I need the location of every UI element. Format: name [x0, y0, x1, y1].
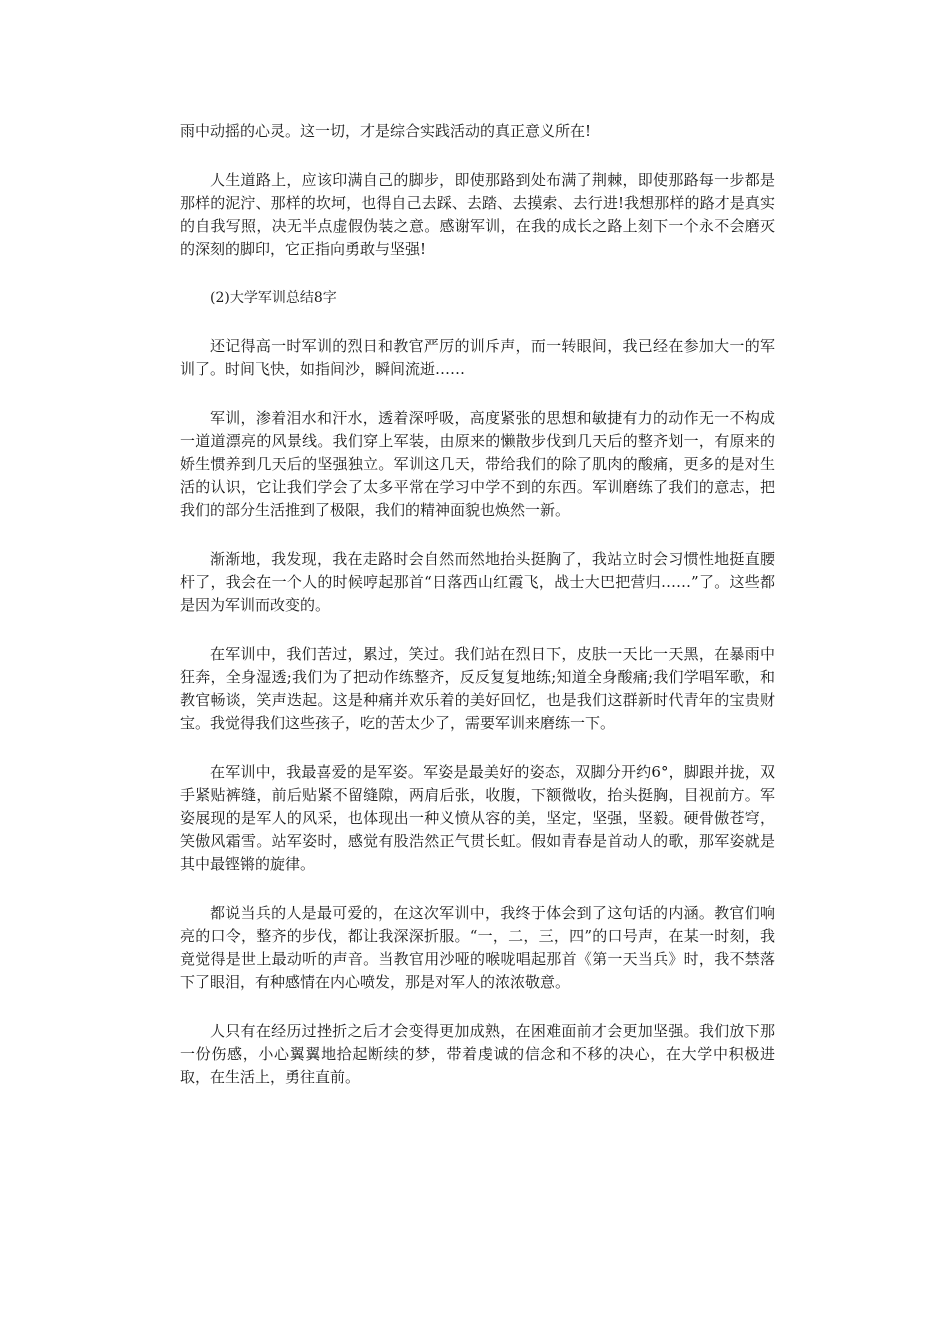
paragraph-posture: 在军训中，我最喜爱的是军姿。军姿是最美好的姿态，双脚分开约6°，脚跟并拢，双手紧贴裤缝，前后贴紧不留缝隙，两肩后张，收腹，下额微收，抬头挺胸，目视前方。军姿展现的是军人的风采，也体现出一种义愤从容的美，坚定，坚强，坚毅。硬骨傲苍穹，笑傲风霜雪。站军姿时，感觉有股浩然正气贯长虹。假如青春是首动人的歌，那军姿就是其中最铿锵的旋律。 [180, 763, 775, 873]
paragraph-soldiers: 都说当兵的人是最可爱的，在这次军训中，我终于体会到了这句话的内涵。教官们响亮的口令，整齐的步伐，都让我深深折服。“一，二，三，四”的口号声，在某一时刻，我竟觉得是世上最动听的声音。当教官用沙哑的喉咙唱起那首《第一天当兵》时，我不禁落下了眼泪，有种感情在内心喷发，那是对军人的浓浓敬意。 [180, 904, 775, 991]
paragraph-conclusion: 人只有在经历过挫折之后才会变得更加成熟，在困难面前才会更加坚强。我们放下那一份伤感，小心翼翼地拾起断续的梦，带着虔诚的信念和不移的决心，在大学中积极进取，在生活上，勇往直前。 [180, 1022, 775, 1086]
paragraph-life-road: 人生道路上，应该印满自己的脚步，即使那路到处布满了荆棘，即使那路每一步都是那样的泥泞、那样的坎坷，也得自己去踩、去踏、去摸索、去行进!我想那样的路才是真实的自我写照，决无半点虚假伪装之意。感谢军训，在我的成长之路上刻下一个永不会磨灭的深刻的脚印，它正指向勇敢与坚强! [180, 171, 775, 258]
section-heading: (2)大学军训总结8字 [210, 290, 337, 306]
paragraph-change: 渐渐地，我发现，我在走路时会自然而然地抬头挺胸了，我站立时会习惯性地挺直腰杆了，我会在一个人的时候哼起那首“日落西山红霞飞，战士大巴把营归……”了。这些都是因为军训而改变的。 [180, 550, 775, 614]
paragraph-gap [180, 381, 775, 407]
paragraph-gap [180, 735, 775, 761]
paragraph-hardship: 在军训中，我们苦过，累过，笑过。我们站在烈日下，皮肤一天比一天黑，在暴雨中狂奔，全身湿透;我们为了把动作练整齐，反反复复地练;知道全身酸痛;我们学唱军歌，和教官畅谈，笑声迭起。这是种痛并欢乐着的美好回忆，也是我们这群新时代青年的宝贵财宝。我觉得我们这些孩子，吃的苦太少了，需要军训来磨练一下。 [180, 645, 775, 732]
paragraph-gap [180, 261, 775, 287]
paragraph-continued: 雨中动摇的心灵。这一切，才是综合实践活动的真正意义所在! [180, 122, 592, 140]
paragraph-gap [180, 876, 775, 902]
document-body [180, 120, 775, 1089]
paragraph-gap [180, 309, 775, 335]
paragraph-gap [180, 994, 775, 1020]
paragraph-training: 军训，渗着泪水和汗水，透着深呼吸，高度紧张的思想和敏捷有力的动作无一不构成一道道漂亮的风景线。我们穿上军装，由原来的懒散步伐到几天后的整齐划一，有原来的娇生惯养到几天后的坚强独立。军训这几天，带给我们的除了肌肉的酸痛，更多的是对生活的认识，它让我们学会了太多平常在学习中学不到的东西。军训磨练了我们的意志，把我们的部分生活推到了极限，我们的精神面貌也焕然一新。 [180, 409, 775, 519]
paragraph-gap [180, 522, 775, 548]
paragraph-gap [180, 143, 775, 169]
paragraph-gap [180, 617, 775, 643]
paragraph-memory: 还记得高一时军训的烈日和教官严厉的训斥声，而一转眼间，我已经在参加大一的军训了。时间飞快，如指间沙，瞬间流逝…… [180, 337, 775, 378]
